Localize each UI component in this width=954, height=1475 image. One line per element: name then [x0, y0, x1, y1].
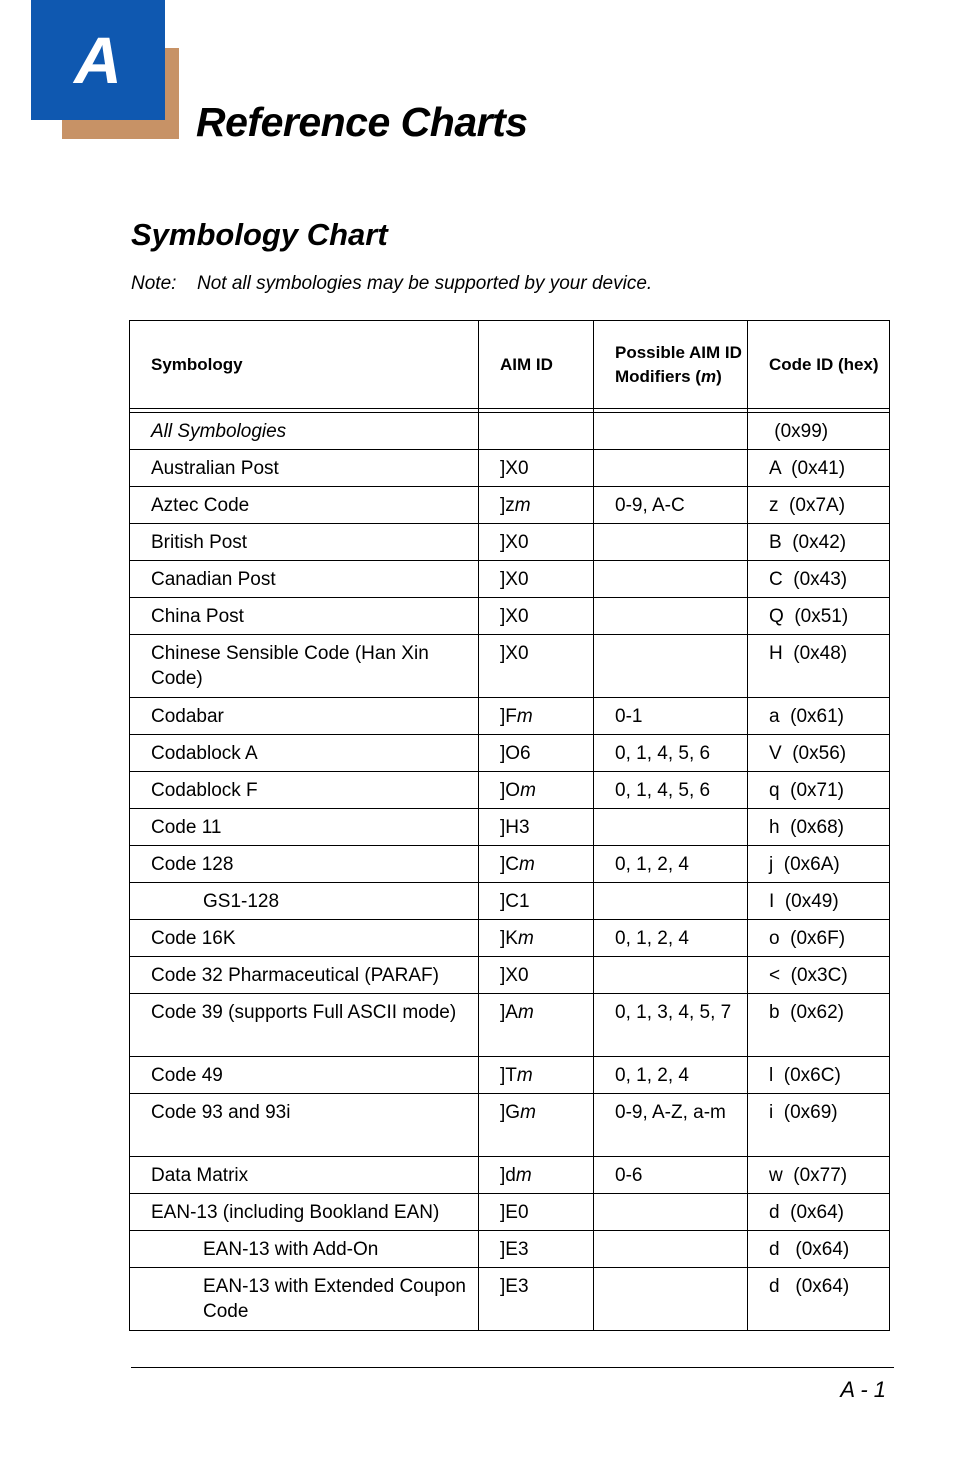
cell-aim-id: ]Cm	[479, 846, 594, 883]
table-row	[130, 1231, 890, 1268]
section-title: Symbology Chart	[131, 217, 388, 252]
cell-code-id: h (0x68)	[748, 809, 890, 846]
cell-code-id: j (0x6A)	[748, 846, 890, 883]
cell-aim-id: ]E3	[479, 1268, 594, 1331]
table-row	[130, 772, 890, 809]
cell-modifiers: 0, 1, 2, 4	[594, 920, 748, 957]
table-row	[130, 487, 890, 524]
table-row	[130, 994, 890, 1057]
table-row	[130, 920, 890, 957]
cell-symbology: All Symbologies	[130, 413, 479, 450]
header-aim-id: AIM ID	[479, 321, 594, 409]
cell-symbology: EAN-13 (including Bookland EAN)	[130, 1194, 479, 1231]
table-row	[130, 561, 890, 598]
cell-symbology: Aztec Code	[130, 487, 479, 524]
cell-modifiers	[594, 1231, 748, 1268]
header-symbology: Symbology	[130, 321, 479, 409]
cell-symbology: Chinese Sensible Code (Han Xin Code)	[130, 635, 479, 698]
cell-code-id: V (0x56)	[748, 735, 890, 772]
cell-code-id: H (0x48)	[748, 635, 890, 698]
table-row	[130, 1094, 890, 1157]
cell-modifiers: 0, 1, 4, 5, 6	[594, 772, 748, 809]
cell-aim-id: ]X0	[479, 561, 594, 598]
cell-aim-id: ]Tm	[479, 1057, 594, 1094]
chapter-title: Reference Charts	[196, 99, 528, 145]
cell-aim-id: ]Gm	[479, 1094, 594, 1157]
table-row	[130, 635, 890, 698]
cell-modifiers	[594, 598, 748, 635]
cell-code-id: b (0x62)	[748, 994, 890, 1057]
table-row	[130, 957, 890, 994]
cell-aim-id: ]O6	[479, 735, 594, 772]
table-row	[130, 413, 890, 450]
cell-modifiers: 0-9, A-C	[594, 487, 748, 524]
header-code-id: Code ID (hex)	[748, 321, 890, 409]
table-row	[130, 1268, 890, 1331]
cell-aim-id: ]Fm	[479, 698, 594, 735]
cell-aim-id	[479, 413, 594, 450]
cell-modifiers: 0, 1, 4, 5, 6	[594, 735, 748, 772]
cell-symbology: Australian Post	[130, 450, 479, 487]
cell-code-id: C (0x43)	[748, 561, 890, 598]
cell-modifiers	[594, 1194, 748, 1231]
table-row	[130, 883, 890, 920]
cell-code-id: z (0x7A)	[748, 487, 890, 524]
cell-symbology: Code 11	[130, 809, 479, 846]
page-number: A - 1	[840, 1377, 886, 1402]
cell-aim-id: ]H3	[479, 809, 594, 846]
cell-symbology: Code 32 Pharmaceutical (PARAF)	[130, 957, 479, 994]
cell-aim-id: ]X0	[479, 957, 594, 994]
cell-code-id: o (0x6F)	[748, 920, 890, 957]
cell-modifiers	[594, 957, 748, 994]
cell-code-id: Q (0x51)	[748, 598, 890, 635]
cell-code-id: d (0x64)	[748, 1194, 890, 1231]
cell-aim-id: ]X0	[479, 598, 594, 635]
table-header-row	[130, 321, 890, 409]
table-row	[130, 735, 890, 772]
note-label: Note:	[131, 273, 177, 294]
cell-aim-id: ]Am	[479, 994, 594, 1057]
table-row	[130, 524, 890, 561]
cell-code-id: B (0x42)	[748, 524, 890, 561]
cell-symbology: Canadian Post	[130, 561, 479, 598]
cell-modifiers: 0, 1, 2, 4	[594, 1057, 748, 1094]
cell-symbology: GS1-128	[130, 883, 479, 920]
table-row	[130, 809, 890, 846]
cell-aim-id: ]Km	[479, 920, 594, 957]
cell-aim-id: ]Om	[479, 772, 594, 809]
cell-modifiers	[594, 635, 748, 698]
table-row	[130, 1057, 890, 1094]
cell-code-id: d (0x64)	[748, 1231, 890, 1268]
cell-code-id: (0x99)	[748, 413, 890, 450]
cell-modifiers: 0-1	[594, 698, 748, 735]
cell-symbology: Code 49	[130, 1057, 479, 1094]
cell-symbology: China Post	[130, 598, 479, 635]
symbology-table	[129, 320, 890, 1331]
cell-symbology: EAN-13 with Add-On	[130, 1231, 479, 1268]
cell-modifiers	[594, 809, 748, 846]
cell-modifiers	[594, 561, 748, 598]
cell-code-id: a (0x61)	[748, 698, 890, 735]
note	[131, 271, 652, 297]
chapter-badge	[31, 0, 165, 120]
cell-code-id: i (0x69)	[748, 1094, 890, 1157]
cell-modifiers: 0, 1, 3, 4, 5, 7	[594, 994, 748, 1057]
cell-symbology: EAN-13 with Extended Coupon Code	[130, 1268, 479, 1331]
table-row	[130, 450, 890, 487]
cell-code-id: l (0x6C)	[748, 1057, 890, 1094]
cell-modifiers: 0-9, A-Z, a-m	[594, 1094, 748, 1157]
note-text: Not all symbologies may be supported by your device.	[197, 273, 653, 294]
table-row	[130, 1157, 890, 1194]
cell-code-id: w (0x77)	[748, 1157, 890, 1194]
cell-symbology: Code 39 (supports Full ASCII mode)	[130, 994, 479, 1057]
cell-symbology: Data Matrix	[130, 1157, 479, 1194]
cell-symbology: Codablock F	[130, 772, 479, 809]
cell-aim-id: ]E3	[479, 1231, 594, 1268]
cell-aim-id: ]C1	[479, 883, 594, 920]
cell-symbology: Code 128	[130, 846, 479, 883]
cell-modifiers	[594, 524, 748, 561]
cell-modifiers: 0-6	[594, 1157, 748, 1194]
cell-code-id: q (0x71)	[748, 772, 890, 809]
cell-code-id: < (0x3C)	[748, 957, 890, 994]
cell-modifiers	[594, 450, 748, 487]
header-modifiers: Possible AIM ID Modifiers (m)	[594, 321, 748, 409]
chapter-letter: A	[74, 23, 122, 97]
cell-modifiers	[594, 413, 748, 450]
cell-aim-id: ]X0	[479, 450, 594, 487]
cell-modifiers	[594, 883, 748, 920]
cell-symbology: British Post	[130, 524, 479, 561]
cell-symbology: Codabar	[130, 698, 479, 735]
cell-code-id: d (0x64)	[748, 1268, 890, 1331]
cell-aim-id: ]X0	[479, 524, 594, 561]
cell-aim-id: ]zm	[479, 487, 594, 524]
cell-symbology: Code 93 and 93i	[130, 1094, 479, 1157]
table-row	[130, 846, 890, 883]
table-row	[130, 698, 890, 735]
cell-aim-id: ]dm	[479, 1157, 594, 1194]
cell-aim-id: ]E0	[479, 1194, 594, 1231]
cell-code-id: A (0x41)	[748, 450, 890, 487]
footer-rule	[131, 1367, 894, 1368]
cell-code-id: I (0x49)	[748, 883, 890, 920]
cell-modifiers	[594, 1268, 748, 1331]
cell-aim-id: ]X0	[479, 635, 594, 698]
cell-symbology: Codablock A	[130, 735, 479, 772]
table-row	[130, 1194, 890, 1231]
table-row	[130, 598, 890, 635]
cell-symbology: Code 16K	[130, 920, 479, 957]
cell-modifiers: 0, 1, 2, 4	[594, 846, 748, 883]
